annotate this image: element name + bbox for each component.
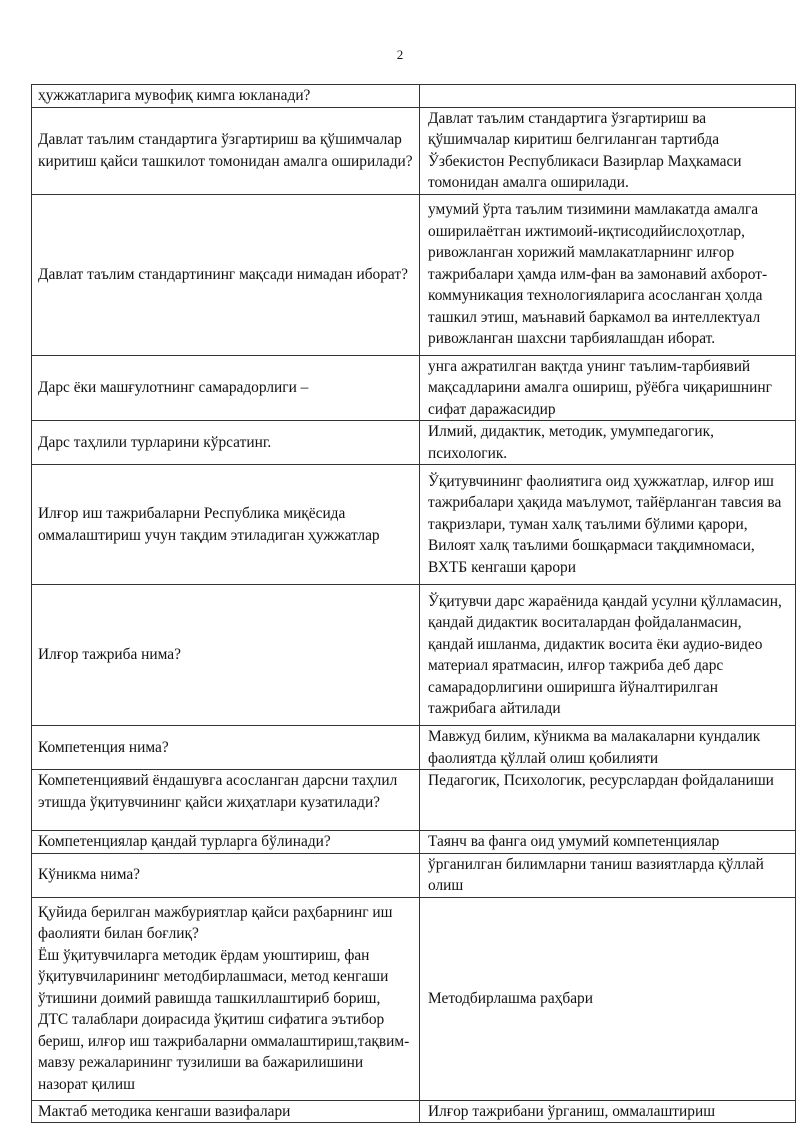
question-cell: Дарс ёки машғулотнинг самарадорлиги – bbox=[32, 355, 420, 421]
table-row bbox=[32, 355, 796, 421]
question-cell: Илғор тажриба нима? bbox=[32, 585, 420, 726]
question-cell: Кўникма нима? bbox=[32, 853, 420, 897]
answer-cell: Илмий, дидактик, методик, умумпедагогик, психологик. bbox=[420, 421, 796, 465]
question-cell: Давлат таълим стандартига ўзгартириш ва қўшимчалар киритиш қайси ташкилот томонидан амалга оширилади? bbox=[32, 107, 420, 194]
question-cell: Компетенциявий ёндашувга асосланган дарсни таҳлил этишда ўқитувчининг қайси жиҳатлари кузатилади? bbox=[32, 770, 420, 831]
answer-cell bbox=[420, 85, 796, 108]
question-cell: Компетенция нима? bbox=[32, 726, 420, 770]
table-row bbox=[32, 897, 796, 1100]
answer-cell: Ўқитувчи дарс жараёнида қандай усулни қўлламасин, қандай дидактик воситалардан фойдаланмасин, қандай ишланма, дидактик восита ёки аудио-видео материал яратмасин, илғор тажриба деб дарс самарадорлигини оширишга йўналтирилган тажрибага айтилади bbox=[420, 585, 796, 726]
answer-cell: Илғор тажрибани ўрганиш, оммалаштириш bbox=[420, 1100, 796, 1123]
table-row bbox=[32, 1100, 796, 1123]
question-cell: ҳужжатларига мувофиқ кимга юкланади? bbox=[32, 85, 420, 108]
question-cell: Дарс таҳлили турларини кўрсатинг. bbox=[32, 421, 420, 465]
answer-cell: унга ажратилган вақтда унинг таълим-тарбиявий мақсадларини амалга ошириш, рўёбга чиқаришнинг сифат даражасидир bbox=[420, 355, 796, 421]
table-row bbox=[32, 831, 796, 854]
table-row bbox=[32, 421, 796, 465]
answer-cell: ўрганилган билимларни таниш вазиятларда қўллай олиш bbox=[420, 853, 796, 897]
table-row bbox=[32, 585, 796, 726]
table-row bbox=[32, 107, 796, 194]
qa-table bbox=[31, 84, 796, 1123]
answer-cell: умумий ўрта таълим тизимини мамлакатда амалга оширилаётган ижтимоий-иқтисодийислоҳотлар, ривожланган хорижий мамлакатларнинг илғор тажрибалари ҳамда илм-фан ва замонавий ахборот-коммуникация технологияларига асосланган ҳолда ташкил этиш, маънавий баркамол ва интеллектуал ривожланган шахсни тарбиялашдан иборат. bbox=[420, 194, 796, 355]
question-cell: Компетенциялар қандай турларга бўлинади? bbox=[32, 831, 420, 854]
question-cell: Қуйида берилган мажбуриятлар қайси раҳбарнинг иш фаолияти билан боғлиқ? Ёш ўқитувчиларга методик ёрдам уюштириш, фан ўқитувчиларининг методбирлашмаси, метод кенгаши ўтишини доимий равишда ташкиллаштириб бориш, ДТС талаблари доирасида ўқитиш сифатига эътибор бериш, илғор иш тажрибаларни оммалаштириш,тақвим-мавзу режаларининг тузилиши ва бажарилишини назорат қилиш bbox=[32, 897, 420, 1100]
answer-cell: Таянч ва фанга оид умумий компетенциялар bbox=[420, 831, 796, 854]
question-cell: Давлат таълим стандартининг мақсади нимадан иборат? bbox=[32, 194, 420, 355]
table-row bbox=[32, 194, 796, 355]
table-row bbox=[32, 85, 796, 108]
answer-cell: Давлат таълим стандартига ўзгартириш ва қўшимчалар киритиш белгиланган тартибда Ўзбекистон Республикаси Вазирлар Маҳкамаси томонидан амалга оширилади. bbox=[420, 107, 796, 194]
answer-cell: Методбирлашма раҳбари bbox=[420, 897, 796, 1100]
table-row bbox=[32, 465, 796, 585]
table-row bbox=[32, 726, 796, 770]
answer-cell: Педагогик, Психологик, ресурслардан фойдаланиши bbox=[420, 770, 796, 831]
table-row bbox=[32, 770, 796, 831]
page-number: 2 bbox=[396, 47, 404, 62]
question-cell: Мактаб методика кенгаши вазифалари bbox=[32, 1100, 420, 1123]
answer-cell: Мавжуд билим, кўникма ва малакаларни кундалик фаолиятда қўллай олиш қобилияти bbox=[420, 726, 796, 770]
table-row bbox=[32, 853, 796, 897]
answer-cell: Ўқитувчининг фаолиятига оид ҳужжатлар, илғор иш тажрибалари ҳақида маълумот, тайёрланган тавсия ва тақризлари, туман халқ таълими бўлими қарори, Вилоят халқ таълими бошқармаси тақдимномаси, ВХТБ кенгаши қарори bbox=[420, 465, 796, 585]
question-cell: Илғор иш тажрибаларни Республика миқёсида оммалаштириш учун тақдим этиладиган ҳужжатлар bbox=[32, 465, 420, 585]
